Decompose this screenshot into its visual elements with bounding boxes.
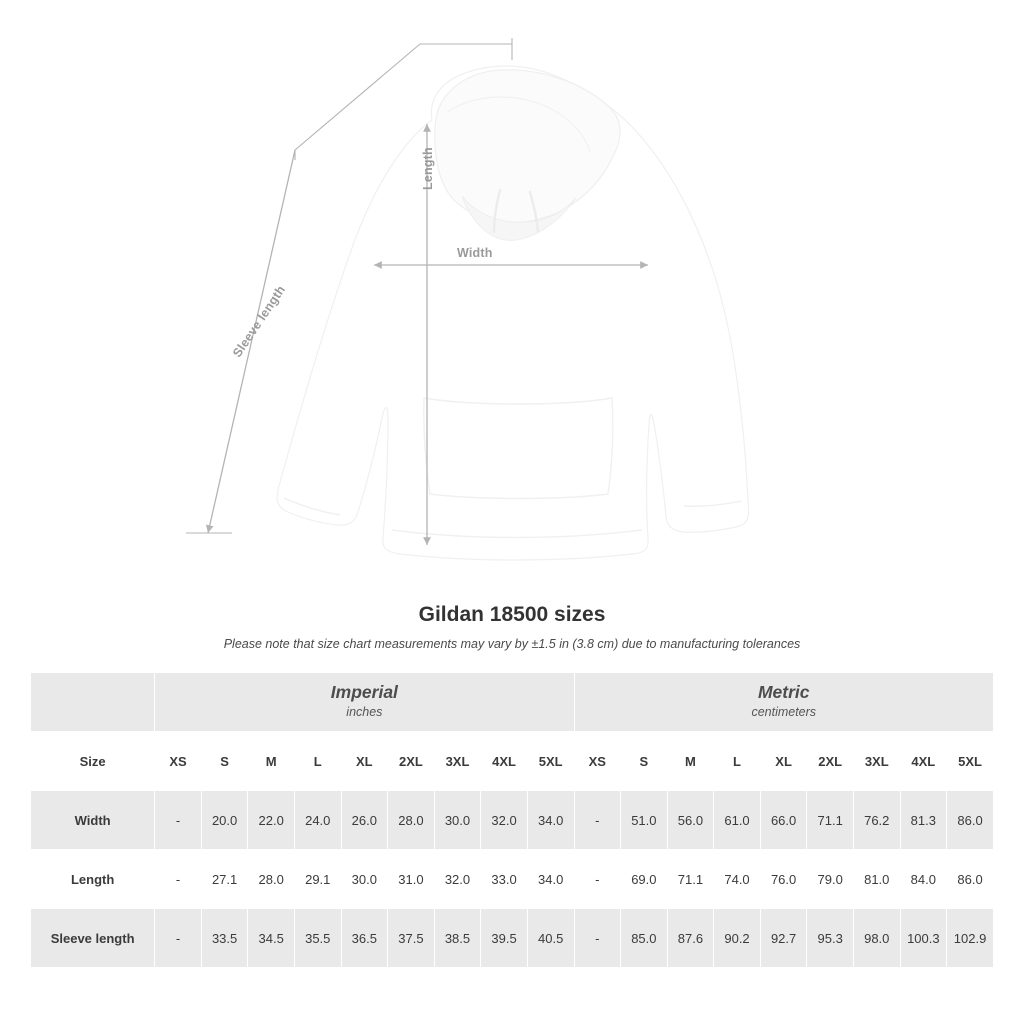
cell-width-metric-m: 56.0 bbox=[667, 791, 714, 850]
cell-length-metric-2xl: 79.0 bbox=[807, 850, 854, 909]
size-header-metric-m: M bbox=[667, 732, 714, 791]
cell-length-imperial-xs: - bbox=[155, 850, 202, 909]
cell-sleeve-metric-s: 85.0 bbox=[621, 909, 668, 968]
cell-sleeve-imperial-m: 34.5 bbox=[248, 909, 295, 968]
size-header-metric-s: S bbox=[621, 732, 668, 791]
size-header-imperial-m: M bbox=[248, 732, 295, 791]
cell-length-metric-m: 71.1 bbox=[667, 850, 714, 909]
table-row bbox=[31, 909, 994, 968]
size-header-imperial-2xl: 2XL bbox=[388, 732, 435, 791]
table-row bbox=[31, 850, 994, 909]
unit-sub-imperial: inches bbox=[346, 705, 383, 720]
length-label: Length bbox=[421, 147, 435, 190]
cell-sleeve-metric-5xl: 102.9 bbox=[947, 909, 994, 968]
width-label: Width bbox=[457, 246, 493, 260]
cell-length-metric-l: 74.0 bbox=[714, 850, 761, 909]
hoodie-shape bbox=[277, 66, 749, 560]
cell-width-imperial-5xl: 34.0 bbox=[527, 791, 574, 850]
cell-length-metric-5xl: 86.0 bbox=[947, 850, 994, 909]
cell-width-metric-xs: - bbox=[574, 791, 621, 850]
cell-width-imperial-4xl: 32.0 bbox=[481, 791, 528, 850]
cell-width-metric-s: 51.0 bbox=[621, 791, 668, 850]
cell-sleeve-metric-xl: 92.7 bbox=[760, 909, 807, 968]
cell-length-metric-xs: - bbox=[574, 850, 621, 909]
cell-sleeve-imperial-2xl: 37.5 bbox=[388, 909, 435, 968]
size-table bbox=[30, 672, 994, 968]
cell-width-imperial-3xl: 30.0 bbox=[434, 791, 481, 850]
size-header-metric-5xl: 5XL bbox=[947, 732, 994, 791]
cell-width-imperial-xs: - bbox=[155, 791, 202, 850]
tolerance-note: Please note that size chart measurements may vary by ±1.5 in (3.8 cm) due to manufacturing tolerances bbox=[223, 637, 801, 651]
size-header-imperial-l: L bbox=[294, 732, 341, 791]
size-header-metric-xl: XL bbox=[760, 732, 807, 791]
cell-length-metric-3xl: 81.0 bbox=[853, 850, 900, 909]
cell-sleeve-metric-xs: - bbox=[574, 909, 621, 968]
title-block bbox=[0, 603, 1024, 651]
unit-name-imperial: Imperial bbox=[330, 682, 398, 703]
cell-sleeve-imperial-s: 33.5 bbox=[201, 909, 248, 968]
cell-sleeve-metric-2xl: 95.3 bbox=[807, 909, 854, 968]
cell-width-metric-2xl: 71.1 bbox=[807, 791, 854, 850]
cell-width-imperial-l: 24.0 bbox=[294, 791, 341, 850]
size-header-metric-4xl: 4XL bbox=[900, 732, 947, 791]
size-header-row bbox=[31, 732, 994, 791]
row-label-length: Length bbox=[31, 850, 155, 909]
cell-sleeve-metric-4xl: 100.3 bbox=[900, 909, 947, 968]
cell-width-imperial-2xl: 28.0 bbox=[388, 791, 435, 850]
size-header-imperial-3xl: 3XL bbox=[434, 732, 481, 791]
size-header-imperial-s: S bbox=[201, 732, 248, 791]
size-header-metric-l: L bbox=[714, 732, 761, 791]
cell-sleeve-metric-l: 90.2 bbox=[714, 909, 761, 968]
cell-length-metric-4xl: 84.0 bbox=[900, 850, 947, 909]
cell-sleeve-imperial-l: 35.5 bbox=[294, 909, 341, 968]
cell-length-imperial-3xl: 32.0 bbox=[434, 850, 481, 909]
cell-sleeve-imperial-3xl: 38.5 bbox=[434, 909, 481, 968]
size-header-metric-xs: XS bbox=[574, 732, 621, 791]
unit-name-metric: Metric bbox=[757, 682, 810, 703]
cell-sleeve-metric-3xl: 98.0 bbox=[853, 909, 900, 968]
size-header-imperial-xl: XL bbox=[341, 732, 388, 791]
cell-sleeve-imperial-5xl: 40.5 bbox=[527, 909, 574, 968]
size-header-imperial-4xl: 4XL bbox=[481, 732, 528, 791]
cell-width-metric-3xl: 76.2 bbox=[853, 791, 900, 850]
cell-width-imperial-s: 20.0 bbox=[201, 791, 248, 850]
size-header-cell: Size bbox=[31, 732, 155, 791]
row-label-width: Width bbox=[31, 791, 155, 850]
unit-header-imperial bbox=[155, 673, 574, 732]
cell-width-imperial-xl: 26.0 bbox=[341, 791, 388, 850]
table-row bbox=[31, 791, 994, 850]
cell-length-imperial-2xl: 31.0 bbox=[388, 850, 435, 909]
size-header-imperial-5xl: 5XL bbox=[527, 732, 574, 791]
page-title: Gildan 18500 sizes bbox=[418, 603, 606, 626]
cell-sleeve-imperial-4xl: 39.5 bbox=[481, 909, 528, 968]
cell-length-imperial-m: 28.0 bbox=[248, 850, 295, 909]
cell-width-metric-5xl: 86.0 bbox=[947, 791, 994, 850]
cell-sleeve-imperial-xs: - bbox=[155, 909, 202, 968]
sleeve-length-label: Sleeve length bbox=[230, 283, 289, 360]
cell-length-imperial-s: 27.1 bbox=[201, 850, 248, 909]
cell-length-imperial-l: 29.1 bbox=[294, 850, 341, 909]
cell-width-metric-l: 61.0 bbox=[714, 791, 761, 850]
cell-length-imperial-4xl: 33.0 bbox=[481, 850, 528, 909]
size-table-wrapper bbox=[30, 672, 994, 968]
cell-length-metric-xl: 76.0 bbox=[760, 850, 807, 909]
unit-header-row bbox=[31, 673, 994, 732]
cell-width-metric-xl: 66.0 bbox=[760, 791, 807, 850]
size-header-imperial-xs: XS bbox=[155, 732, 202, 791]
size-header-metric-2xl: 2XL bbox=[807, 732, 854, 791]
cell-length-metric-s: 69.0 bbox=[621, 850, 668, 909]
row-label-sleeve-length: Sleeve length bbox=[31, 909, 155, 968]
cell-width-imperial-m: 22.0 bbox=[248, 791, 295, 850]
table-corner-cell bbox=[31, 673, 155, 732]
cell-sleeve-imperial-xl: 36.5 bbox=[341, 909, 388, 968]
cell-width-metric-4xl: 81.3 bbox=[900, 791, 947, 850]
cell-sleeve-metric-m: 87.6 bbox=[667, 909, 714, 968]
size-header-metric-3xl: 3XL bbox=[853, 732, 900, 791]
cell-length-imperial-xl: 30.0 bbox=[341, 850, 388, 909]
unit-sub-metric: centimeters bbox=[751, 705, 817, 720]
unit-header-metric bbox=[574, 673, 994, 732]
cell-length-imperial-5xl: 34.0 bbox=[527, 850, 574, 909]
